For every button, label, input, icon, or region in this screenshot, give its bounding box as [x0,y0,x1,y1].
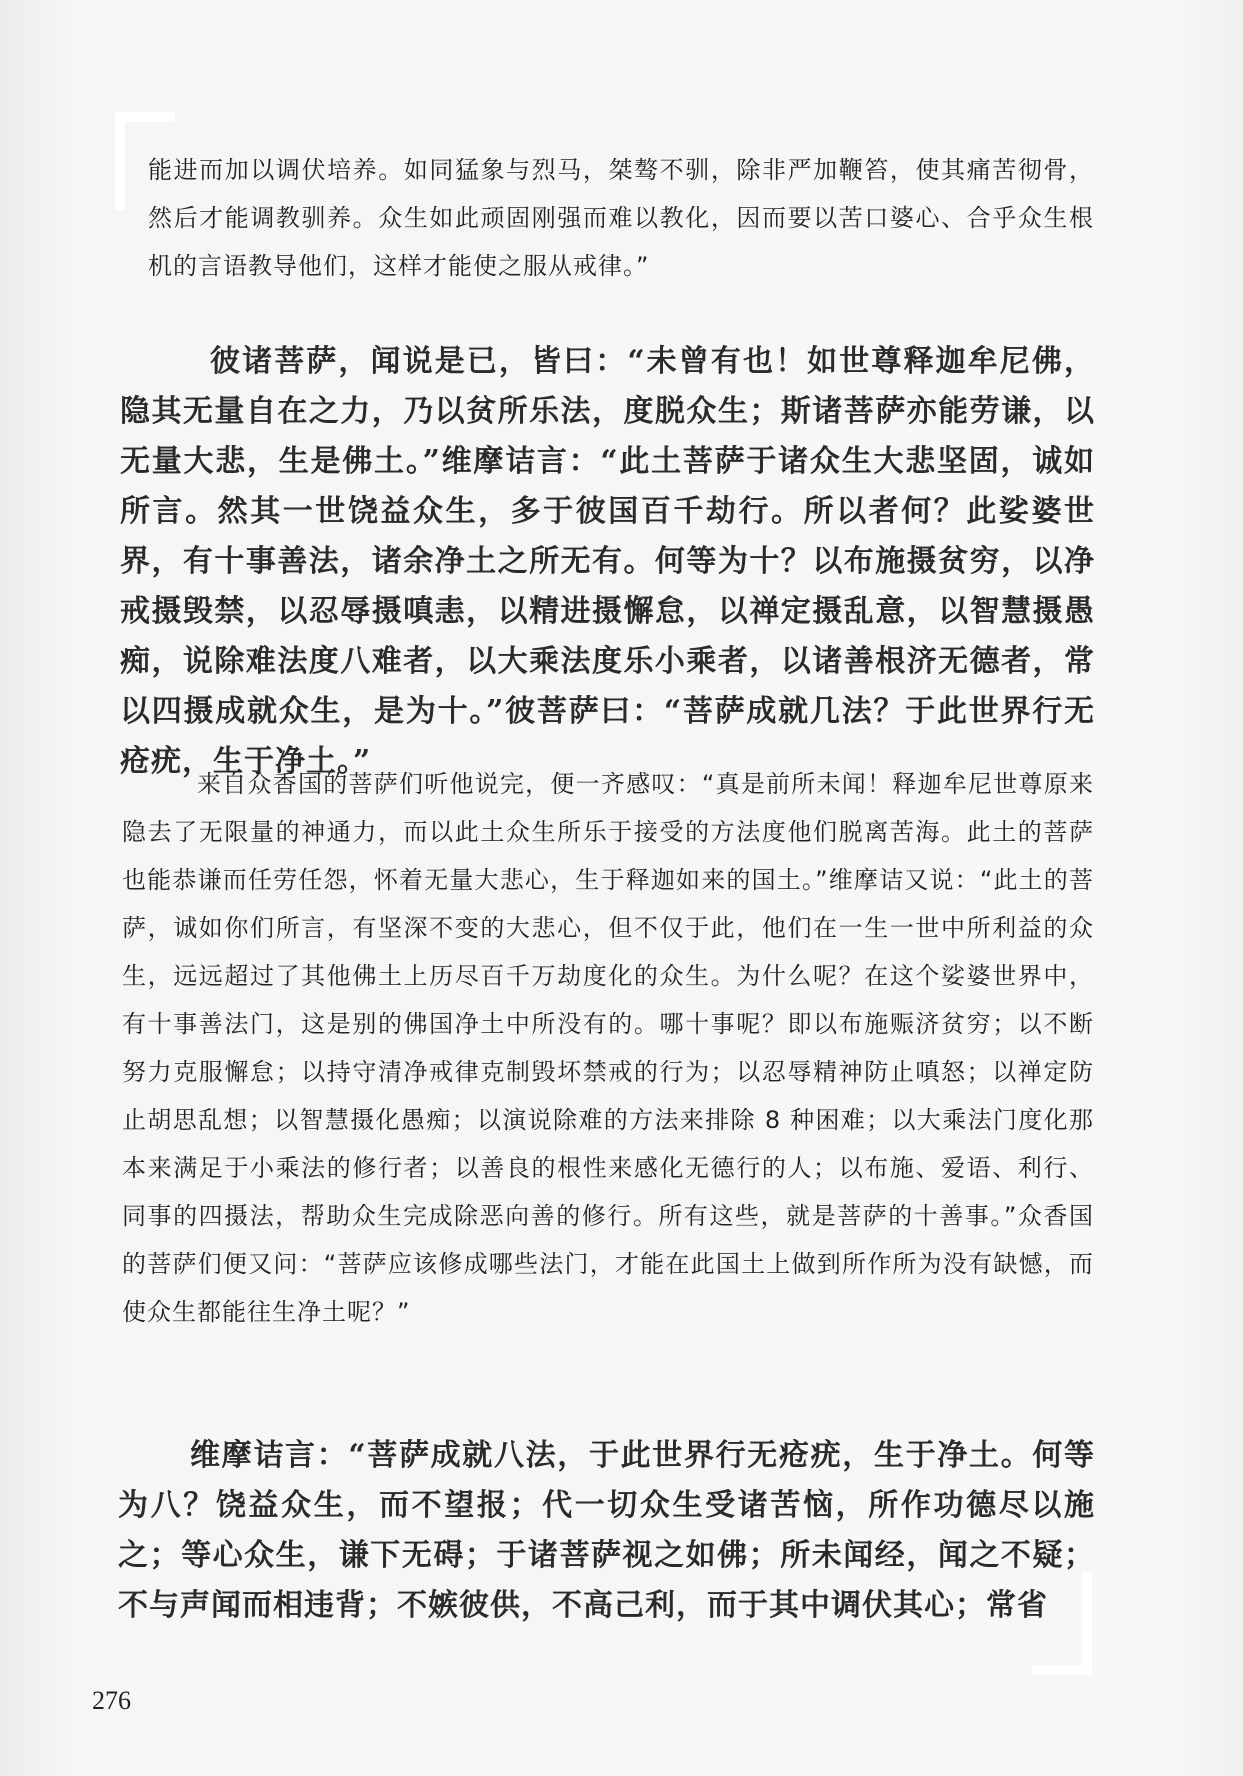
commentary-paragraph: 能进而加以调伏培养。如同猛象与烈马，桀骜不驯，除非严加鞭笞，使其痛苦彻骨，然后才能调教驯养。众生如此顽固刚强而难以教化，因而要以苦口婆心、合乎众生根机的言语教导他们，这样才能使之服从戒律。” [148,156,1094,280]
commentary-paragraph: 来自众香国的菩萨们听他说完，便一齐感叹：“真是前所未闻！释迦牟尼世尊原来隐去了无限量的神通力，而以此土众生所乐于接受的方法度他们脱离苦海。此土的菩萨也能恭谦而任劳任怨，怀着无量大悲心，生于释迦如来的国土。”维摩诘又说：“此土的菩萨，诚如你们所言，有坚深不变的大悲心，但不仅于此，他们在一生一世中所利益的众生，远远超过了其他佛土上历尽百千万劫度化的众生。为什么呢？在这个娑婆世界中，有十事善法门，这是别的佛国净土中所没有的。哪十事呢？即以布施赈济贫穷；以不断努力克服懈怠；以持守清净戒律克制毁坏禁戒的行为；以忍辱精神防止嗔怒；以禅定防止胡思乱想；以智慧摄化愚痴；以演说除难的方法来排除 8 种困难；以大乘法门度化那本来满足于小乘法的修行者；以善良的根性来感化无德行的人；以布施、爱语、利行、同事的四摄法，帮助众生完成除恶向善的修行。所有这些，就是菩萨的十善事。”众香国的菩萨们便又问：“菩萨应该修成哪些法门，才能在此国土上做到所作所为没有缺憾，而使众生都能往生净土呢？” [122,770,1094,1326]
sutra-paragraph: 维摩诘言：“菩萨成就八法，于此世界行无疮疣，生于净土。何等为八？饶益众生，而不望报；代一切众生受诸苦恼，所作功德尽以施之；等心众生，谦下无碍；于诸菩萨视之如佛；所未闻经，闻之不疑；不与声闻而相违背；不嫉彼供，不高己利，而于其中调伏其心；常省 [118,1438,1095,1623]
page-number: 276 [92,1686,131,1715]
corner-bracket-bottom-right [1032,1572,1092,1675]
sutra-paragraph: 彼诸菩萨，闻说是已，皆曰：“未曾有也！如世尊释迦牟尼佛，隐其无量自在之力，乃以贫所乐法，度脱众生；斯诸菩萨亦能劳谦，以无量大悲，生是佛土。”维摩诘言：“此土菩萨于诸众生大悲坚固，诚如所言。然其一世饶益众生，多于彼国百千劫行。所以者何？此娑婆世界，有十事善法，诸余净土之所无有。何等为十？以布施摄贫穷，以净戒摄毁禁，以忍辱摄嗔恚，以精进摄懈怠，以禅定摄乱意，以智慧摄愚痴，说除难法度八难者，以大乘法度乐小乘者，以诸善根济无德者，常以四摄成就众生，是为十。”彼菩萨曰：“菩萨成就几法？于此世界行无疮疣，生于净土。” [120,344,1095,779]
